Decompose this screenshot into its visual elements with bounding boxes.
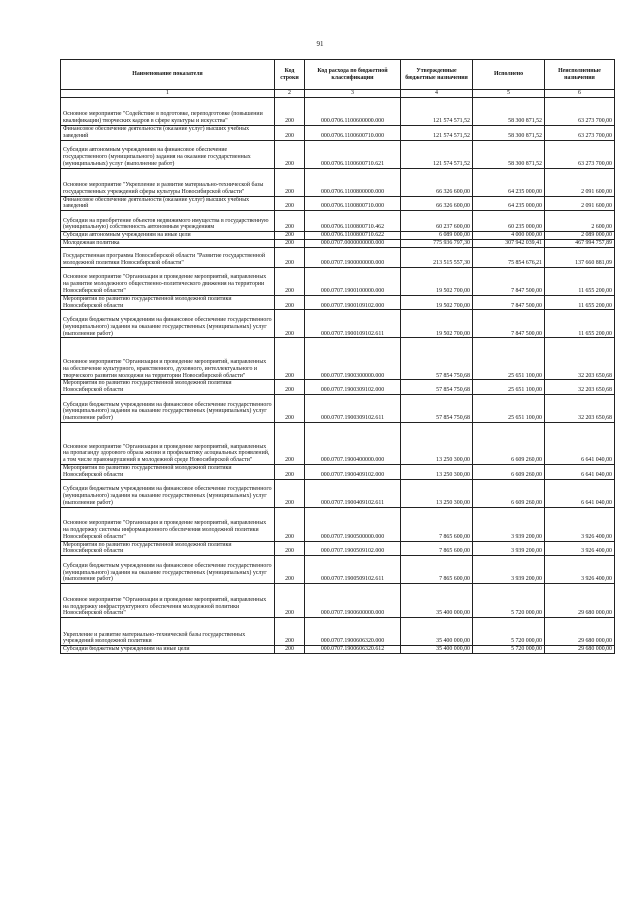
- header-line-code: Код строки: [275, 60, 305, 90]
- approved-amount-cell: 57 854 750,68: [401, 338, 473, 380]
- executed-amount-cell: 7 847 500,00: [473, 310, 545, 338]
- table-row: [61, 422, 615, 464]
- line-code-cell: 200: [275, 380, 305, 395]
- budget-code-cell: 000.0706.1100800710.000: [305, 196, 401, 211]
- executed-amount-cell: 64 235 000,00: [473, 168, 545, 196]
- line-code-cell: 200: [275, 98, 305, 126]
- table-row: [61, 247, 615, 267]
- remaining-amount-cell: 11 655 200,00: [545, 295, 615, 310]
- page-number: 91: [316, 40, 324, 48]
- column-number: 2: [275, 90, 305, 98]
- line-code-cell: 200: [275, 556, 305, 584]
- approved-amount-cell: 7 865 600,00: [401, 556, 473, 584]
- executed-amount-cell: 307 942 039,41: [473, 239, 545, 247]
- approved-amount-cell: 66 326 600,00: [401, 196, 473, 211]
- indicator-name-cell: Субсидии бюджетным учреждениям на финансовое обеспечение государственного (муниципального) задания на оказание государственных (муниципальных) услуг (выполнение работ): [61, 310, 275, 338]
- remaining-amount-cell: 11 655 200,00: [545, 267, 615, 295]
- indicator-name-cell: Субсидии бюджетным учреждениям на финансовое обеспечение государственного (муниципального) задания на оказание государственных (муниципальных) услуг (выполнение работ): [61, 394, 275, 422]
- table-row: [61, 310, 615, 338]
- remaining-amount-cell: 32 203 650,68: [545, 380, 615, 395]
- table-row: [61, 267, 615, 295]
- table-row: [61, 556, 615, 584]
- indicator-name-cell: Мероприятия по развитию государственной молодежной политики Новосибирской области: [61, 380, 275, 395]
- indicator-name-cell: Основное мероприятие "Организация и проведение мероприятий, направленных на поддержку системы информационного обеспечения молодежной политики Новосибирской области": [61, 507, 275, 541]
- budget-code-cell: 000.0707.1900300000.000: [305, 338, 401, 380]
- line-code-cell: 200: [275, 338, 305, 380]
- line-code-cell: 200: [275, 247, 305, 267]
- table-row: [61, 464, 615, 479]
- approved-amount-cell: 19 502 700,00: [401, 295, 473, 310]
- executed-amount-cell: 7 847 500,00: [473, 267, 545, 295]
- executed-amount-cell: 25 651 100,00: [473, 338, 545, 380]
- budget-code-cell: 000.0706.1100600000.000: [305, 98, 401, 126]
- line-code-cell: 200: [275, 310, 305, 338]
- budget-code-cell: 000.0707.1900409102.611: [305, 479, 401, 507]
- indicator-name-cell: Мероприятия по развитию государственной молодежной политики Новосибирской области: [61, 464, 275, 479]
- line-code-cell: 200: [275, 211, 305, 232]
- indicator-name-cell: Финансовое обеспечение деятельности (оказание услуг) высших учебных заведений: [61, 126, 275, 141]
- line-code-cell: 200: [275, 140, 305, 168]
- table-row: [61, 98, 615, 126]
- approved-amount-cell: 121 574 571,52: [401, 126, 473, 141]
- line-code-cell: 200: [275, 295, 305, 310]
- approved-amount-cell: 7 865 600,00: [401, 507, 473, 541]
- table-row: [61, 168, 615, 196]
- table-row: [61, 295, 615, 310]
- budget-code-cell: 000.0706.1100800710.622: [305, 232, 401, 240]
- executed-amount-cell: 25 651 100,00: [473, 394, 545, 422]
- approved-amount-cell: 57 854 750,68: [401, 394, 473, 422]
- table-body: [61, 98, 615, 654]
- indicator-name-cell: Мероприятия по развитию государственной молодежной политики Новосибирской области: [61, 541, 275, 556]
- line-code-cell: 200: [275, 584, 305, 618]
- executed-amount-cell: 5 720 000,00: [473, 618, 545, 646]
- indicator-name-cell: Основное мероприятие "Организация и проведение мероприятий, направленных на развитие молодежного общественно-политического движения на территории Новосибирской области": [61, 267, 275, 295]
- column-number-row: [61, 90, 615, 98]
- executed-amount-cell: 3 939 200,00: [473, 541, 545, 556]
- executed-amount-cell: 58 300 871,52: [473, 98, 545, 126]
- remaining-amount-cell: 137 660 881,09: [545, 247, 615, 267]
- approved-amount-cell: 13 250 300,00: [401, 464, 473, 479]
- approved-amount-cell: 57 854 750,68: [401, 380, 473, 395]
- budget-code-cell: 000.0707.1900309102.611: [305, 394, 401, 422]
- approved-amount-cell: 19 502 700,00: [401, 267, 473, 295]
- table-row: [61, 239, 615, 247]
- remaining-amount-cell: 3 926 400,00: [545, 507, 615, 541]
- executed-amount-cell: 3 939 200,00: [473, 556, 545, 584]
- header-approved: Утвержденные бюджетные назначения: [401, 60, 473, 90]
- executed-amount-cell: 5 720 000,00: [473, 584, 545, 618]
- indicator-name-cell: Основное мероприятие "Укрепление и развитие материально-технической базы государственных учреждений сферы культуры Новосибирской области": [61, 168, 275, 196]
- table-row: [61, 140, 615, 168]
- executed-amount-cell: 3 939 200,00: [473, 507, 545, 541]
- executed-amount-cell: 5 720 000,00: [473, 646, 545, 654]
- indicator-name-cell: Укрепление и развитие материально-технической базы государственных учреждений молодежной политики: [61, 618, 275, 646]
- approved-amount-cell: 6 089 000,00: [401, 232, 473, 240]
- line-code-cell: 200: [275, 541, 305, 556]
- table-row: [61, 338, 615, 380]
- indicator-name-cell: Субсидии бюджетным учреждениям на финансовое обеспечение государственного (муниципального) задания на оказание государственных (муниципальных) услуг (выполнение работ): [61, 556, 275, 584]
- budget-code-cell: 000.0707.1900109102.611: [305, 310, 401, 338]
- executed-amount-cell: 75 854 676,21: [473, 247, 545, 267]
- budget-code-cell: 000.0707.0000000000.000: [305, 239, 401, 247]
- approved-amount-cell: 775 936 797,30: [401, 239, 473, 247]
- line-code-cell: 200: [275, 126, 305, 141]
- approved-amount-cell: 13 250 300,00: [401, 422, 473, 464]
- approved-amount-cell: 13 250 300,00: [401, 479, 473, 507]
- budget-code-cell: 000.0706.1100600710.000: [305, 126, 401, 141]
- table-row: [61, 646, 615, 654]
- line-code-cell: 200: [275, 422, 305, 464]
- table-row: [61, 232, 615, 240]
- table-row: [61, 618, 615, 646]
- indicator-name-cell: Молодежная политика: [61, 239, 275, 247]
- line-code-cell: 200: [275, 267, 305, 295]
- remaining-amount-cell: 29 680 000,00: [545, 584, 615, 618]
- table-row: [61, 380, 615, 395]
- approved-amount-cell: 7 865 600,00: [401, 541, 473, 556]
- budget-code-cell: 000.0707.1900000000.000: [305, 247, 401, 267]
- budget-code-cell: 000.0707.1900600000.000: [305, 584, 401, 618]
- approved-amount-cell: 121 574 571,52: [401, 140, 473, 168]
- remaining-amount-cell: 3 926 400,00: [545, 556, 615, 584]
- budget-code-cell: 000.0707.1900100000.000: [305, 267, 401, 295]
- line-code-cell: 200: [275, 394, 305, 422]
- header-remaining: Неисполненные назначения: [545, 60, 615, 90]
- remaining-amount-cell: 63 273 700,00: [545, 126, 615, 141]
- remaining-amount-cell: 6 641 040,00: [545, 464, 615, 479]
- remaining-amount-cell: 6 641 040,00: [545, 479, 615, 507]
- remaining-amount-cell: 32 203 650,68: [545, 338, 615, 380]
- executed-amount-cell: 58 300 871,52: [473, 140, 545, 168]
- indicator-name-cell: Субсидии автономным учреждениям на иные цели: [61, 232, 275, 240]
- header-executed: Исполнено: [473, 60, 545, 90]
- remaining-amount-cell: 29 680 000,00: [545, 618, 615, 646]
- table-row: [61, 394, 615, 422]
- line-code-cell: 200: [275, 168, 305, 196]
- budget-code-cell: 000.0706.1100600710.621: [305, 140, 401, 168]
- column-number: 5: [473, 90, 545, 98]
- remaining-amount-cell: 32 203 650,68: [545, 394, 615, 422]
- approved-amount-cell: 66 326 600,00: [401, 168, 473, 196]
- executed-amount-cell: 7 847 500,00: [473, 295, 545, 310]
- line-code-cell: 200: [275, 507, 305, 541]
- line-code-cell: 200: [275, 646, 305, 654]
- budget-code-cell: 000.0707.1900606320.612: [305, 646, 401, 654]
- indicator-name-cell: Мероприятия по развитию государственной молодежной политики Новосибирской области: [61, 295, 275, 310]
- indicator-name-cell: Основное мероприятие "Организация и проведение мероприятий, направленных на пропаганду здорового образа жизни и профилактику асоциальных проявлений, а том числе правонарушений в молодежной среде Новосибирской области": [61, 422, 275, 464]
- approved-amount-cell: 19 502 700,00: [401, 310, 473, 338]
- remaining-amount-cell: 11 655 200,00: [545, 310, 615, 338]
- remaining-amount-cell: 467 994 757,89: [545, 239, 615, 247]
- header-row: [61, 60, 615, 90]
- budget-code-cell: 000.0707.1900509102.000: [305, 541, 401, 556]
- table-row: [61, 541, 615, 556]
- executed-amount-cell: 6 609 260,00: [473, 464, 545, 479]
- table-row: [61, 584, 615, 618]
- header-indicator-name: Наименование показателя: [61, 60, 275, 90]
- budget-execution-table: [60, 59, 615, 654]
- table-row: [61, 196, 615, 211]
- indicator-name-cell: Основное мероприятие "Организация и проведение мероприятий, направленных на обеспечение культурного, нравственного, духовного, интеллектуального и творческого развития молодежи на территории Новосибирской области": [61, 338, 275, 380]
- indicator-name-cell: Государственная программа Новосибирской области "Развитие государственной молодежной политики Новосибирской области": [61, 247, 275, 267]
- indicator-name-cell: Субсидии бюджетным учреждениям на иные цели: [61, 646, 275, 654]
- executed-amount-cell: 4 000 000,00: [473, 232, 545, 240]
- remaining-amount-cell: 2 089 000,00: [545, 232, 615, 240]
- budget-code-cell: 000.0707.1900409102.000: [305, 464, 401, 479]
- remaining-amount-cell: 2 091 600,00: [545, 168, 615, 196]
- indicator-name-cell: Субсидии бюджетным учреждениям на финансовое обеспечение государственного (муниципального) задания на оказание государственных (муниципальных) услуг (выполнение работ): [61, 479, 275, 507]
- executed-amount-cell: 58 300 871,52: [473, 126, 545, 141]
- budget-code-cell: 000.0707.1900309102.000: [305, 380, 401, 395]
- executed-amount-cell: 25 651 100,00: [473, 380, 545, 395]
- remaining-amount-cell: 3 926 400,00: [545, 541, 615, 556]
- line-code-cell: 200: [275, 239, 305, 247]
- approved-amount-cell: 121 574 571,52: [401, 98, 473, 126]
- indicator-name-cell: Основное мероприятие "Содействие в подготовке, переподготовке (повышении квалификации) творческих кадров в сфере культуры и искусства": [61, 98, 275, 126]
- approved-amount-cell: 35 400 000,00: [401, 646, 473, 654]
- column-number: 1: [61, 90, 275, 98]
- remaining-amount-cell: 6 641 040,00: [545, 422, 615, 464]
- budget-code-cell: 000.0707.1900400000.000: [305, 422, 401, 464]
- budget-code-cell: 000.0707.1900606320.000: [305, 618, 401, 646]
- column-number: 4: [401, 90, 473, 98]
- line-code-cell: 200: [275, 464, 305, 479]
- line-code-cell: 200: [275, 479, 305, 507]
- table-row: [61, 211, 615, 232]
- approved-amount-cell: 60 237 600,00: [401, 211, 473, 232]
- indicator-name-cell: Основное мероприятие "Организация и проведение мероприятий, направленных на поддержку инфраструктурного обеспечения молодежной политики Новосибирской области": [61, 584, 275, 618]
- remaining-amount-cell: 2 091 600,00: [545, 196, 615, 211]
- budget-code-cell: 000.0706.1100800710.462: [305, 211, 401, 232]
- line-code-cell: 200: [275, 196, 305, 211]
- executed-amount-cell: 60 235 000,00: [473, 211, 545, 232]
- budget-code-cell: 000.0707.1900509102.611: [305, 556, 401, 584]
- line-code-cell: 200: [275, 618, 305, 646]
- executed-amount-cell: 64 235 000,00: [473, 196, 545, 211]
- approved-amount-cell: 213 515 557,30: [401, 247, 473, 267]
- executed-amount-cell: 6 609 260,00: [473, 422, 545, 464]
- indicator-name-cell: Финансовое обеспечение деятельности (оказание услуг) высших учебных заведений: [61, 196, 275, 211]
- remaining-amount-cell: 63 273 700,00: [545, 140, 615, 168]
- budget-code-cell: 000.0707.1900109102.000: [305, 295, 401, 310]
- executed-amount-cell: 6 609 260,00: [473, 479, 545, 507]
- budget-code-cell: 000.0707.1900500000.000: [305, 507, 401, 541]
- header-budget-code: Код расхода по бюджетной классификации: [305, 60, 401, 90]
- remaining-amount-cell: 63 273 700,00: [545, 98, 615, 126]
- table-row: [61, 507, 615, 541]
- line-code-cell: 200: [275, 232, 305, 240]
- indicator-name-cell: Субсидии на приобретение объектов недвижимого имущества в государственную (муниципальную) собственность автономным учреждениям: [61, 211, 275, 232]
- table-row: [61, 479, 615, 507]
- budget-code-cell: 000.0706.1100800000.000: [305, 168, 401, 196]
- column-number: 6: [545, 90, 615, 98]
- approved-amount-cell: 35 400 000,00: [401, 584, 473, 618]
- remaining-amount-cell: 29 680 000,00: [545, 646, 615, 654]
- column-number: 3: [305, 90, 401, 98]
- remaining-amount-cell: 2 600,00: [545, 211, 615, 232]
- indicator-name-cell: Субсидии автономным учреждениям на финансовое обеспечение государственного (муниципального) задания на оказание государственных (муниципальных) услуг (выполнение работ): [61, 140, 275, 168]
- table-row: [61, 126, 615, 141]
- approved-amount-cell: 35 400 000,00: [401, 618, 473, 646]
